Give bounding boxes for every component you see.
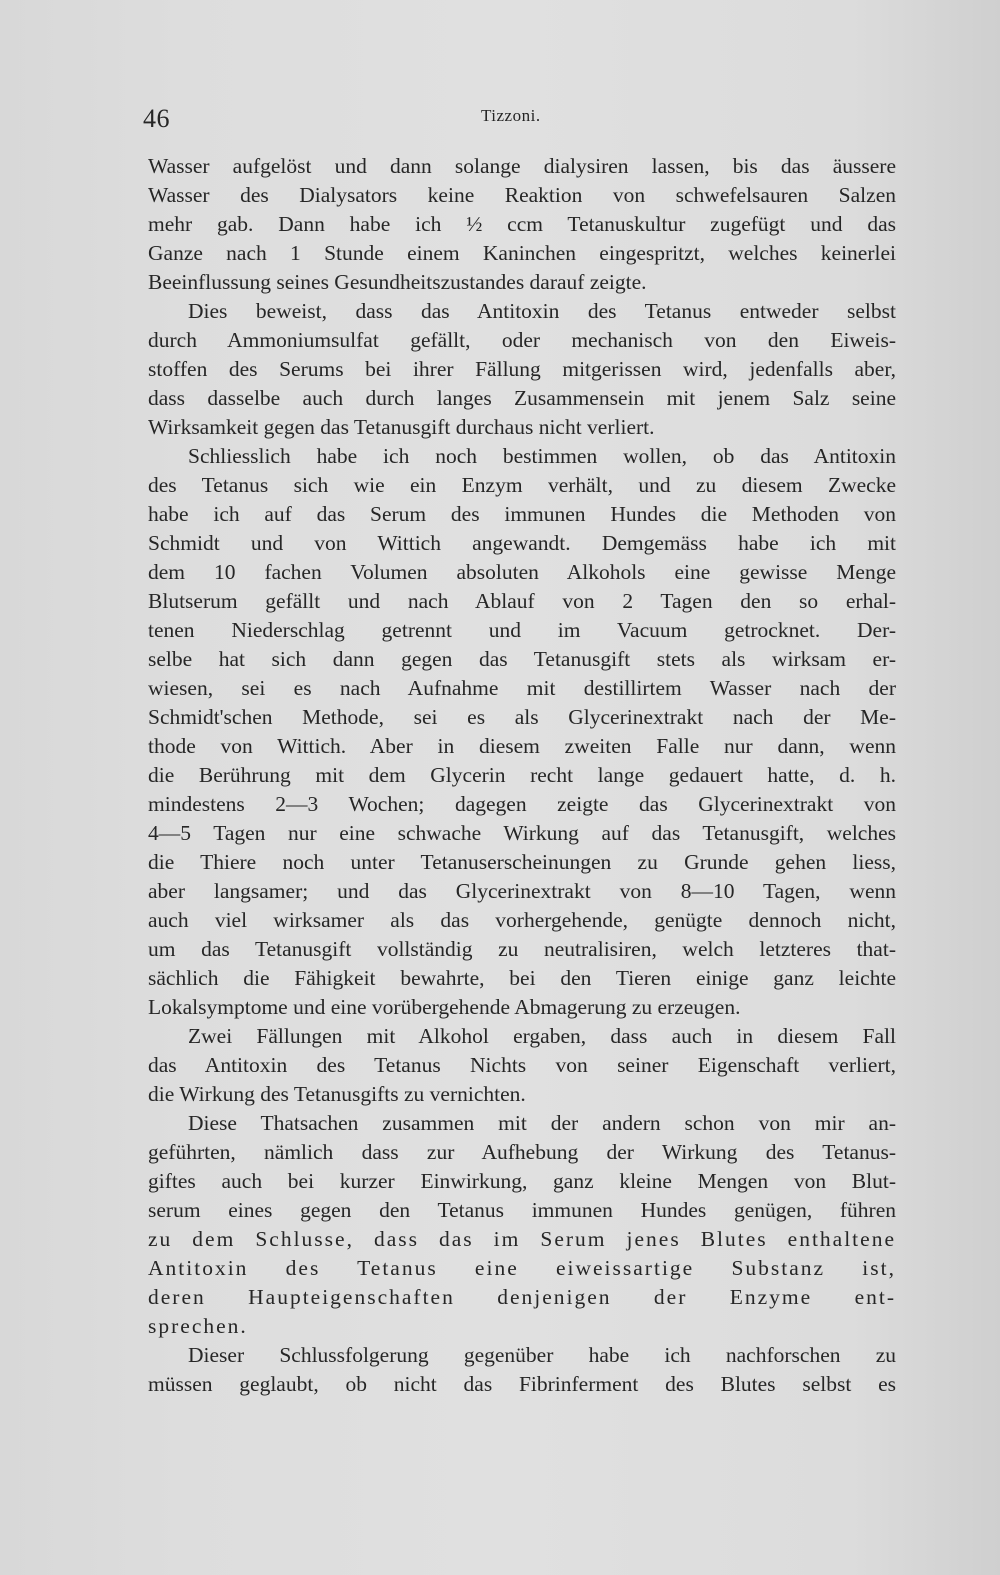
text-line: die Thiere noch unter Tetanuserscheinungen zu Grunde gehen liess, [148, 850, 896, 874]
text-line: Schliesslich habe ich noch bestimmen wollen, ob das Antitoxin [188, 444, 896, 468]
text-line: dem 10 fachen Volumen absoluten Alkohols eine gewisse Menge [148, 560, 896, 584]
text-line: thode von Wittich. Aber in diesem zweiten Falle nur dann, wenn [148, 734, 896, 758]
text-line: dass dasselbe auch durch langes Zusammensein mit jenem Salz seine [148, 386, 896, 410]
text-line: die Wirkung des Tetanusgifts zu vernichten. [148, 1082, 526, 1106]
text-line: mindestens 2—3 Wochen; dagegen zeigte das Glycerinextrakt von [148, 792, 896, 816]
text-line: durch Ammoniumsulfat gefällt, oder mechanisch von den Eiweis- [148, 328, 896, 352]
text-line: Ganze nach 1 Stunde einem Kaninchen eingespritzt, welches keinerlei [148, 241, 896, 265]
text-line: habe ich auf das Serum des immunen Hundes die Methoden von [148, 502, 896, 526]
text-line: Wirksamkeit gegen das Tetanusgift durchaus nicht verliert. [148, 415, 655, 439]
text-line: sprechen. [148, 1314, 248, 1338]
text-line: 4—5 Tagen nur eine schwache Wirkung auf das Tetanusgift, welches [148, 821, 896, 845]
text-line: aber langsamer; und das Glycerinextrakt von 8—10 Tagen, wenn [148, 879, 896, 903]
paragraph-3 [148, 442, 896, 1022]
text-line: Zwei Fällungen mit Alkohol ergaben, dass auch in diesem Fall [188, 1024, 896, 1048]
paragraph-6 [148, 1341, 896, 1399]
text-line: müssen geglaubt, ob nicht das Fibrinferment des Blutes selbst es [148, 1372, 896, 1396]
text-line: geführten, nämlich dass zur Aufhebung der Wirkung des Tetanus- [148, 1140, 896, 1164]
text-line: Beeinflussung seines Gesundheitszustandes darauf zeigte. [148, 270, 647, 294]
text-line: giftes auch bei kurzer Einwirkung, ganz kleine Mengen von Blut- [148, 1169, 896, 1193]
page-header [143, 100, 891, 140]
text-line: um das Tetanusgift vollständig zu neutralisiren, welch letzteres that- [148, 937, 896, 961]
text-line: Diese Thatsachen zusammen mit der andern schon von mir an- [188, 1111, 896, 1135]
text-line: Blutserum gefällt und nach Ablauf von 2 Tagen den so erhal- [148, 589, 896, 613]
text-line: Lokalsymptome und eine vorübergehende Abmagerung zu erzeugen. [148, 995, 741, 1019]
text-line: das Antitoxin des Tetanus Nichts von seiner Eigenschaft verliert, [148, 1053, 896, 1077]
text-line: Dieser Schlussfolgerung gegenüber habe ich nachforschen zu [188, 1343, 896, 1367]
text-line: tenen Niederschlag getrennt und im Vacuum getrocknet. Der- [148, 618, 896, 642]
paragraph-2 [148, 297, 896, 442]
text-line: stoffen des Serums bei ihrer Fällung mitgerissen wird, jedenfalls aber, [148, 357, 896, 381]
text-line: Schmidt und von Wittich angewandt. Demgemäss habe ich mit [148, 531, 896, 555]
text-line: die Berührung mit dem Glycerin recht lange gedauert hatte, d. h. [148, 763, 896, 787]
text-line: wiesen, sei es nach Aufnahme mit destillirtem Wasser nach der [148, 676, 896, 700]
page-number: 46 [143, 104, 170, 133]
text-line: deren Haupteigenschaften denjenigen der Enzyme ent- [148, 1285, 896, 1309]
text-line: Wasser des Dialysators keine Reaktion von schwefelsauren Salzen [148, 183, 896, 207]
text-line: Dies beweist, dass das Antitoxin des Tetanus entweder selbst [188, 299, 896, 323]
text-line: Antitoxin des Tetanus eine eiweissartige Substanz ist, [148, 1256, 896, 1280]
text-line: des Tetanus sich wie ein Enzym verhält, und zu diesem Zwecke [148, 473, 896, 497]
text-line: Schmidt'schen Methode, sei es als Glycerinextrakt nach der Me- [148, 705, 896, 729]
paragraph-1 [148, 152, 896, 297]
text-line: selbe hat sich dann gegen das Tetanusgift stets als wirksam er- [148, 647, 896, 671]
text-line: Wasser aufgelöst und dann solange dialysiren lassen, bis das äussere [148, 154, 896, 178]
running-head: Tizzoni. [481, 106, 541, 125]
paragraph-4 [148, 1022, 896, 1109]
body-text [148, 152, 896, 1399]
text-line: mehr gab. Dann habe ich ½ ccm Tetanuskultur zugefügt und das [148, 212, 896, 236]
text-line: zu dem Schlusse, dass das im Serum jenes Blutes enthaltene [148, 1227, 896, 1251]
paragraph-5 [148, 1109, 896, 1341]
text-line: auch viel wirksamer als das vorhergehende, genügte dennoch nicht, [148, 908, 896, 932]
text-line: sächlich die Fähigkeit bewahrte, bei den Tieren einige ganz leichte [148, 966, 896, 990]
text-line: serum eines gegen den Tetanus immunen Hundes genügen, führen [148, 1198, 896, 1222]
